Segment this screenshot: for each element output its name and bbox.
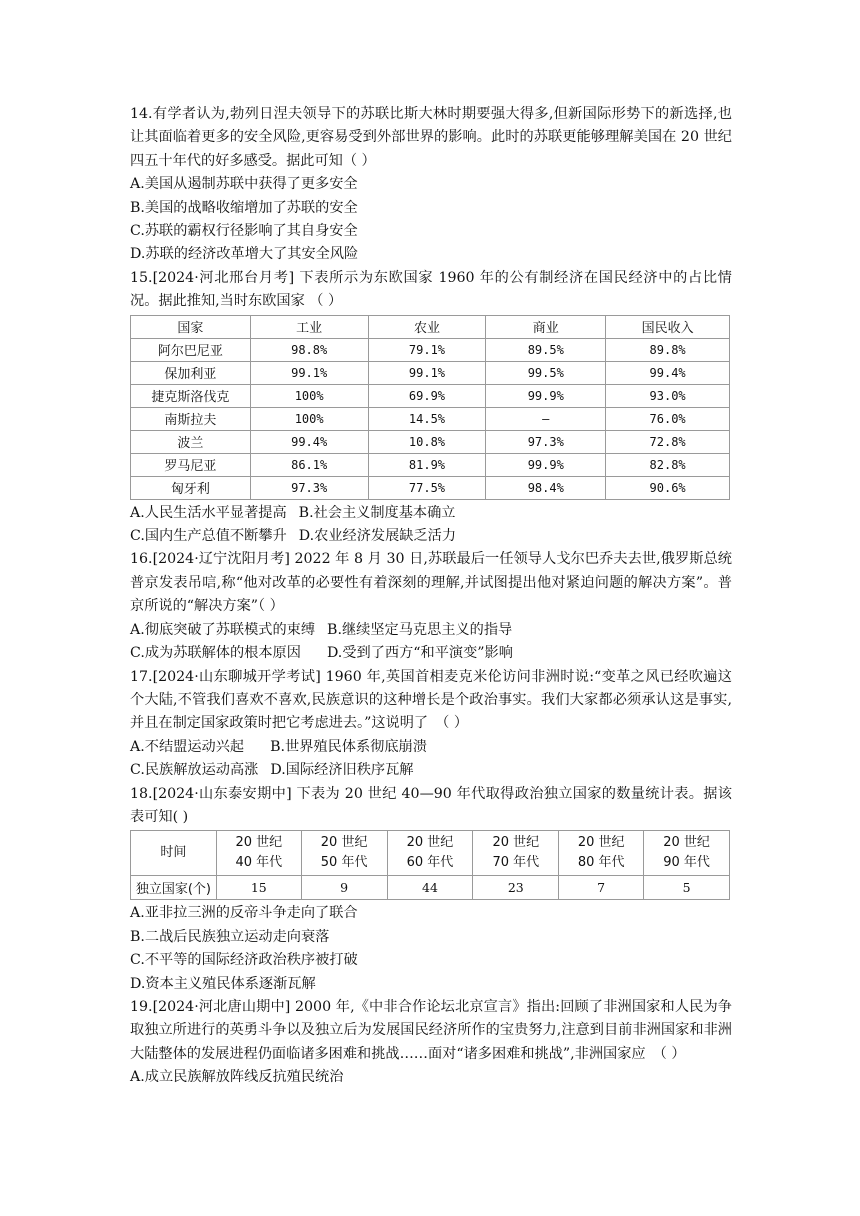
table-cell: 7: [559, 876, 644, 900]
question-14-option-a: A.美国从遏制苏联中获得了更多安全: [130, 176, 358, 193]
table-cell: 独立国家(个): [131, 876, 217, 900]
question-16-option-c: C.成为苏联解体的根本原因: [130, 645, 301, 662]
table-cell: 保加利亚: [131, 361, 251, 384]
table-cell: 阿尔巴尼亚: [131, 338, 251, 361]
table-cell: 99.5%: [486, 361, 606, 384]
table-cell: 86.1%: [250, 453, 368, 476]
table-row: [131, 384, 730, 407]
period-line: 50 年代: [320, 855, 368, 871]
table-cell: 69.9%: [368, 384, 486, 407]
period-line: 20 世纪: [406, 835, 454, 851]
table-cell: 76.0%: [606, 407, 730, 430]
question-18-option-c: C.不平等的国际经济政治秩序被打破: [130, 952, 358, 969]
question-16-option-b: B.继续坚定马克思主义的指导: [327, 621, 513, 638]
table-cell: 82.8%: [606, 453, 730, 476]
question-18-option-b: B.二战后民族独立运动走向衰落: [130, 928, 330, 945]
question-17-option-a: A.不结盟运动兴起: [130, 738, 245, 755]
period-line: 80 年代: [577, 855, 625, 871]
table-header-cell: 时间: [131, 831, 217, 876]
question-16-options-row-2: [130, 642, 732, 665]
table-cell: 99.4%: [250, 430, 368, 453]
table-header-cell: [301, 831, 387, 876]
table-row: [131, 361, 730, 384]
period-line: 40 年代: [235, 855, 283, 871]
question-17-option-d: D.国际经济旧秩序瓦解: [270, 762, 414, 779]
question-16-stem: 16.[2024·辽宁沈阳月考] 2022 年 8 月 30 日,苏联最后一任领导人戈尔巴乔夫去世,俄罗斯总统普京发表吊唁,称“他对改革的必要性有着深刻的理解,并试图提出他对紧迫问题的解决方案”。普京所说的“解决方案”（ ）: [130, 551, 732, 615]
table-row: [131, 876, 730, 900]
period-line: 20 世纪: [235, 835, 283, 851]
table-cell: 南斯拉夫: [131, 407, 251, 430]
question-16-option-d: D.受到了西方“和平演变”影响: [326, 645, 513, 662]
question-19: [130, 996, 732, 1090]
question-17-option-b: B.世界殖民体系彻底崩溃: [270, 738, 427, 755]
table-cell: 100%: [250, 384, 368, 407]
table-header-cell: 工业: [250, 315, 368, 338]
question-17-options-row-1: [130, 736, 732, 759]
table-cell: 99.4%: [606, 361, 730, 384]
independence-count-table: [130, 830, 730, 900]
question-17-option-c: C.民族解放运动高涨: [130, 762, 259, 779]
table-row: [131, 430, 730, 453]
table-cell: 93.0%: [606, 384, 730, 407]
table-header-cell: [559, 831, 644, 876]
table-cell: 89.8%: [606, 338, 730, 361]
question-18-option-a: A.亚非拉三洲的反帝斗争走向了联合: [130, 905, 358, 922]
table-cell: 15: [216, 876, 301, 900]
question-17-stem: 17.[2024·山东聊城开学考试] 1960 年,英国首相麦克米伦访问非洲时说:“变革之风已经吹遍这个大陆,不管我们喜欢不喜欢,民族意识的这种增长是个政治事实。我们大家都必须承认这是事实,并且在制定国家政策时把它考虑进去。”这说明了 （ ）: [130, 668, 732, 732]
question-15-options-row-2: [130, 525, 732, 548]
table-cell: 23: [473, 876, 559, 900]
table-row: [131, 453, 730, 476]
table-row: [131, 476, 730, 499]
period-line: 20 世纪: [492, 835, 540, 851]
table-row: [131, 338, 730, 361]
period-line: 20 世纪: [663, 835, 710, 851]
table-cell: 99.9%: [486, 384, 606, 407]
table-cell: 9: [301, 876, 387, 900]
table-cell: 99.9%: [486, 453, 606, 476]
question-15: [130, 267, 732, 549]
table-header-cell: 农业: [368, 315, 486, 338]
question-14-option-b: B.美国的战略收缩增加了苏联的安全: [130, 199, 358, 216]
table-cell: —: [486, 407, 606, 430]
table-header-cell: [216, 831, 301, 876]
question-19-stem: 19.[2024·河北唐山期中] 2000 年,《中非合作论坛北京宣言》指出:回顾了非洲国家和人民为争取独立所进行的英勇斗争以及独立后为发展国民经济所作的宝贵努力,注意到目前非洲国家和非洲大陆整体的发展进程仍面临诸多困难和挑战……面对“诸多困难和挑战”,非洲国家应 （ ）: [130, 998, 732, 1062]
question-18-option-d: D.资本主义殖民体系逐渐瓦解: [130, 975, 316, 992]
period-line: 60 年代: [406, 855, 454, 871]
table-cell: 97.3%: [486, 430, 606, 453]
period-line: 90 年代: [663, 855, 710, 871]
table-cell: 72.8%: [606, 430, 730, 453]
question-16: [130, 548, 732, 665]
table-cell: 99.1%: [250, 361, 368, 384]
question-16-options-row-1: [130, 619, 732, 642]
question-18: [130, 783, 732, 996]
table-header-cell: 商业: [486, 315, 606, 338]
table-header-cell: 国民收入: [606, 315, 730, 338]
table-header-cell: 国家: [131, 315, 251, 338]
table-row: [131, 407, 730, 430]
table-header-row: [131, 831, 730, 876]
table-header-cell: [644, 831, 730, 876]
table-cell: 98.4%: [486, 476, 606, 499]
table-cell: 97.3%: [250, 476, 368, 499]
question-15-option-a: A.人民生活水平显著提高: [130, 504, 287, 521]
question-14-option-d: D.苏联的经济改革增大了其安全风险: [130, 246, 359, 263]
public-ownership-table: [130, 315, 730, 500]
question-15-option-d: D.农业经济发展缺乏活力: [298, 528, 457, 545]
question-19-option-a: A.成立民族解放阵线反抗殖民统治: [130, 1069, 344, 1086]
question-15-stem: 15.[2024·河北邢台月考] 下表所示为东欧国家 1960 年的公有制经济在国民经济中的占比情况。据此推知,当时东欧国家 （ ）: [130, 269, 732, 310]
table-cell: 100%: [250, 407, 368, 430]
table-header-row: [131, 315, 730, 338]
table-cell: 44: [387, 876, 473, 900]
question-17: [130, 666, 732, 783]
table-cell: 90.6%: [606, 476, 730, 499]
question-17-options-row-2: [130, 759, 732, 782]
table-cell: 81.9%: [368, 453, 486, 476]
table-cell: 波兰: [131, 430, 251, 453]
table-cell: 14.5%: [368, 407, 486, 430]
question-14-option-c: C.苏联的霸权行径影响了其自身安全: [130, 223, 358, 240]
table-header-cell: [473, 831, 559, 876]
table-cell: 匈牙利: [131, 476, 251, 499]
table-cell: 10.8%: [368, 430, 486, 453]
period-line: 20 世纪: [320, 835, 368, 851]
question-15-option-b: B.社会主义制度基本确立: [298, 504, 456, 521]
question-14-stem: 14.有学者认为,勃列日涅夫领导下的苏联比斯大林时期要强大得多,但新国际形势下的新选择,也让其面临着更多的安全风险,更容易受到外部世界的影响。此时的苏联更能够理解美国在 20 世纪四五十年代的好多感受。据此可知（ ）: [130, 106, 732, 169]
exam-page: [130, 103, 732, 1090]
question-18-stem: 18.[2024·山东泰安期中] 下表为 20 世纪 40—90 年代取得政治独立国家的数量统计表。据该表可知( ): [130, 785, 732, 825]
table-cell: 98.8%: [250, 338, 368, 361]
question-16-option-a: A.彻底突破了苏联模式的束缚: [130, 621, 316, 638]
table-cell: 89.5%: [486, 338, 606, 361]
table-cell: 99.1%: [368, 361, 486, 384]
table-cell: 罗马尼亚: [131, 453, 251, 476]
table-cell: 5: [644, 876, 730, 900]
question-15-option-c: C.国内生产总值不断攀升: [130, 528, 287, 545]
period-line: 20 世纪: [577, 835, 625, 851]
question-15-options-row-1: [130, 502, 732, 525]
table-cell: 捷克斯洛伐克: [131, 384, 251, 407]
period-line: 70 年代: [492, 855, 540, 871]
question-14: [130, 103, 732, 267]
table-cell: 79.1%: [368, 338, 486, 361]
table-cell: 77.5%: [368, 476, 486, 499]
table-header-cell: [387, 831, 473, 876]
